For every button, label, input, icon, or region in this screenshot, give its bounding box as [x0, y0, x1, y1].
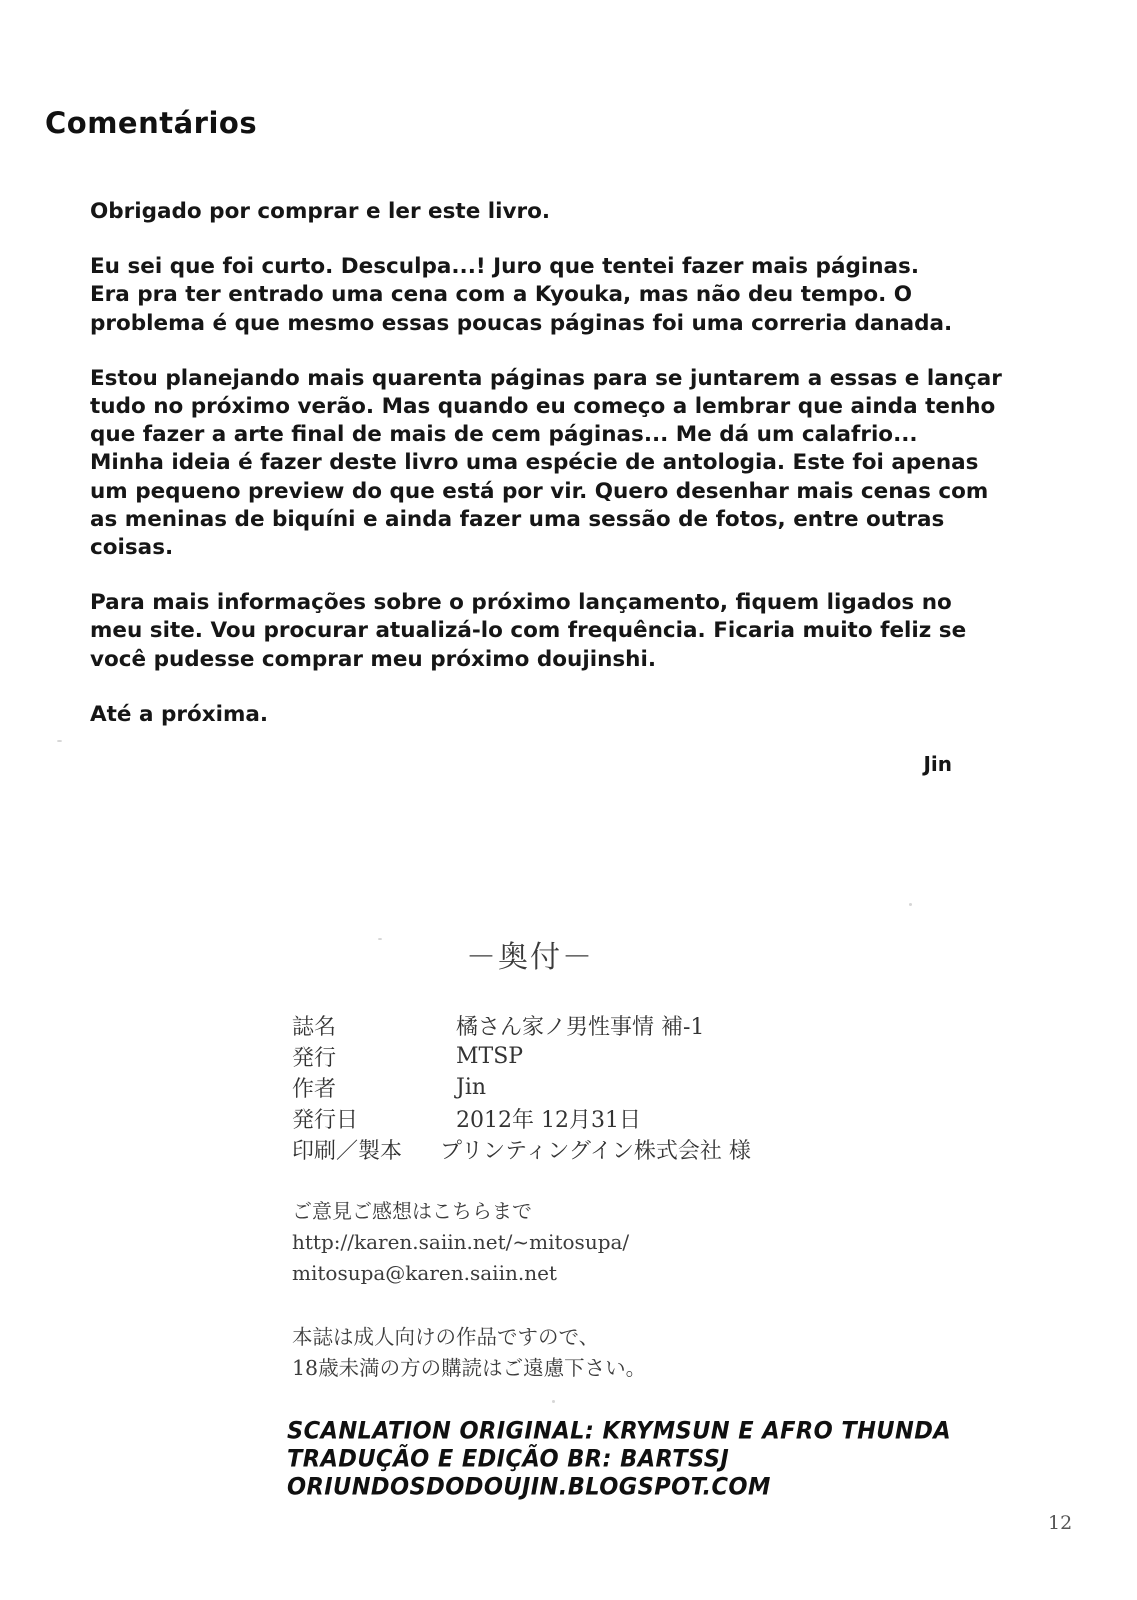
comment-paragraph-1: Obrigado por comprar e ler este livro. [90, 199, 551, 224]
credit-line-blog: ORIUNDOSDODOUJIN.BLOGSPOT.COM [287, 1472, 771, 1502]
comments-heading: Comentários [45, 106, 258, 140]
colophon-key: 作者 [292, 1077, 337, 1102]
comment-paragraph-5: Até a próxima. [90, 701, 269, 727]
scan-speck [552, 1400, 555, 1403]
colophon-key: 誌名 [292, 1015, 337, 1040]
email-link[interactable]: mitosupa@karen.saiin.net [292, 1261, 557, 1285]
colophon-value: 2012年 12月31日 [456, 1108, 641, 1133]
page-number: 12 [1048, 1512, 1073, 1534]
adult-notice-line-1: 本誌は成人向けの作品ですので、 [292, 1325, 600, 1349]
colophon-row-date [292, 1103, 751, 1134]
contact-label: ご意見ご感想はこちらまで [292, 1199, 532, 1223]
credit-line-original: SCANLATION ORIGINAL: KRYMSUN E AFRO THUNDA [287, 1416, 952, 1446]
comment-paragraph-2: Eu sei que foi curto. Desculpa...! Juro que tentei fazer mais páginas. Era pra ter entrado uma cena com a Kyouka, mas não deu tempo. O problema é que mesmo essas poucas páginas foi uma correria danada. [90, 254, 953, 336]
colophon-row-title [292, 1010, 751, 1041]
credit-line-translation: TRADUÇÃO E EDIÇÃO BR: BARTSSJ [287, 1444, 730, 1474]
website-link[interactable]: http://karen.saiin.net/~mitosupa/ [292, 1230, 630, 1254]
author-signature: Jin [923, 752, 952, 776]
colophon-title: －奥付－ [466, 940, 594, 975]
comment-paragraph-3: Estou planejando mais quarenta páginas para se juntarem a essas e lançar tudo no próximo verão. Mas quando eu começo a lembrar que ainda tenho que fazer a arte final de mais de cem páginas... Me dá um calafrio... Minha ideia é fazer deste livro uma espécie de antologia. Este foi apenas um pequeno preview do que está por vir. Quero desenhar mais cenas com as meninas de biquíni e ainda fazer uma sessão de fotos, entre outras coisas. [90, 365, 1002, 561]
comment-paragraph-4: Para mais informações sobre o próximo lançamento, fiquem ligados no meu site. Vou procurar atualizá-lo com frequência. Ficaria muito feliz se você pudesse comprar meu próximo doujinshi. [90, 590, 967, 672]
colophon-value: プリンティングイン株式会社 様 [440, 1139, 751, 1164]
scanlation-credits [287, 1417, 951, 1501]
colophon-value: MTSP [456, 1044, 524, 1069]
colophon-key: 発行 [292, 1046, 337, 1071]
scan-speck [57, 740, 62, 742]
scan-speck [909, 903, 912, 906]
colophon-row-author [292, 1072, 751, 1103]
colophon-row-printer [292, 1134, 751, 1165]
comments-body [90, 198, 1050, 756]
adult-notice-line-2: 18歳未満の方の購読はご遠慮下さい。 [292, 1356, 647, 1380]
scan-speck [378, 938, 382, 940]
colophon-key: 発行日 [292, 1108, 359, 1133]
colophon-value: Jin [456, 1075, 487, 1100]
colophon-row-publisher [292, 1041, 751, 1072]
colophon-key: 印刷／製本 [292, 1139, 403, 1164]
colophon-value: 橘さん家ノ男性事情 補-1 [456, 1015, 705, 1040]
colophon-table [292, 1010, 751, 1165]
contact-block [292, 1196, 629, 1289]
adult-notice [292, 1322, 646, 1384]
